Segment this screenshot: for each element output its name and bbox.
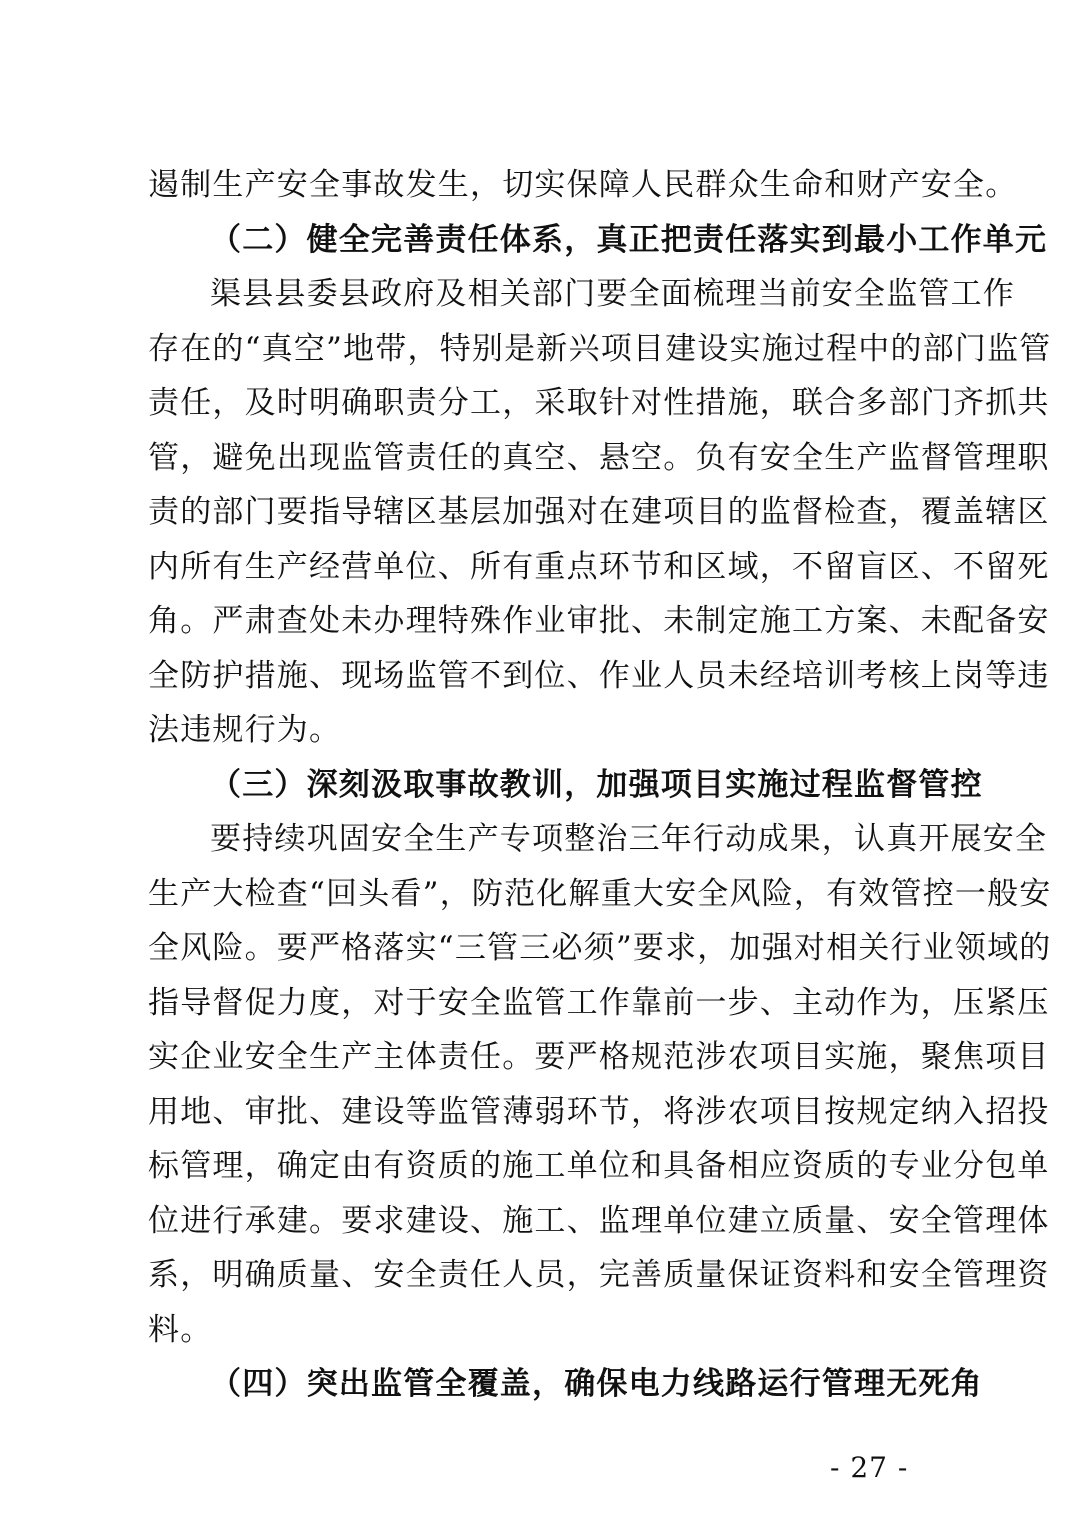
text-line: 渠县县委县政府及相关部门要全面梳理当前安全监管工作 <box>210 276 1015 312</box>
text-line: 要持续巩固安全生产专项整治三年行动成果，认真开展安全 <box>210 821 1048 857</box>
text-line: 责任，及时明确职责分工，采取针对性措施，联合多部门齐抓共 <box>148 385 1050 421</box>
text-line: 内所有生产经营单位、所有重点环节和区域，不留盲区、不留死 <box>148 548 1050 585</box>
text-line: 法违规行为。 <box>148 712 342 748</box>
page-number: - 27 - <box>830 1451 909 1484</box>
text-line: 存在的“真空”地带，特别是新兴项目建设实施过程中的部门监管 <box>148 330 1052 367</box>
text-line: 管，避免出现监管责任的真空、悬空。负有安全生产监督管理职 <box>148 439 1050 476</box>
text-line: 位进行承建。要求建设、施工、监理单位建立质量、安全管理体 <box>148 1202 1050 1239</box>
text-line: 全风险。要严格落实“三管三必须”要求，加强对相关行业领域的 <box>148 930 1052 966</box>
text-line: 料。 <box>148 1311 213 1348</box>
text-line: 责的部门要指导辖区基层加强对在建项目的监督检查，覆盖辖区 <box>148 494 1050 530</box>
document-body <box>148 158 1052 1412</box>
text-line: 用地、审批、建设等监管薄弱环节，将涉农项目按规定纳入招投 <box>148 1093 1050 1130</box>
text-line: 角。严肃查处未办理特殊作业审批、未制定施工方案、未配备安 <box>148 603 1050 639</box>
text-line: 系，明确质量、安全责任人员，完善质量保证资料和安全管理资 <box>148 1257 1050 1293</box>
section-heading-4: （四）突出监管全覆盖，确保电力线路运行管理无死角 <box>210 1366 983 1402</box>
text-line: 全防护措施、现场监管不到位、作业人员未经培训考核上岗等违 <box>148 657 1050 694</box>
text-line: 遏制生产安全事故发生，切实保障人民群众生命和财产安全。 <box>148 167 1018 203</box>
section-heading-2: （二）健全完善责任体系，真正把责任落实到最小工作单元 <box>210 221 1048 258</box>
text-line: 指导督促力度，对于安全监管工作靠前一步、主动作为，压紧压 <box>148 984 1050 1021</box>
text-line: 生产大检查“回头看”，防范化解重大安全风险，有效管控一般安 <box>148 875 1052 912</box>
section-heading-3: （三）深刻汲取事故教训，加强项目实施过程监督管控 <box>210 766 983 803</box>
text-line: 标管理，确定由有资质的施工单位和具备相应资质的专业分包单 <box>148 1148 1050 1184</box>
text-line: 实企业安全生产主体责任。要严格规范涉农项目实施，聚焦项目 <box>148 1039 1050 1075</box>
